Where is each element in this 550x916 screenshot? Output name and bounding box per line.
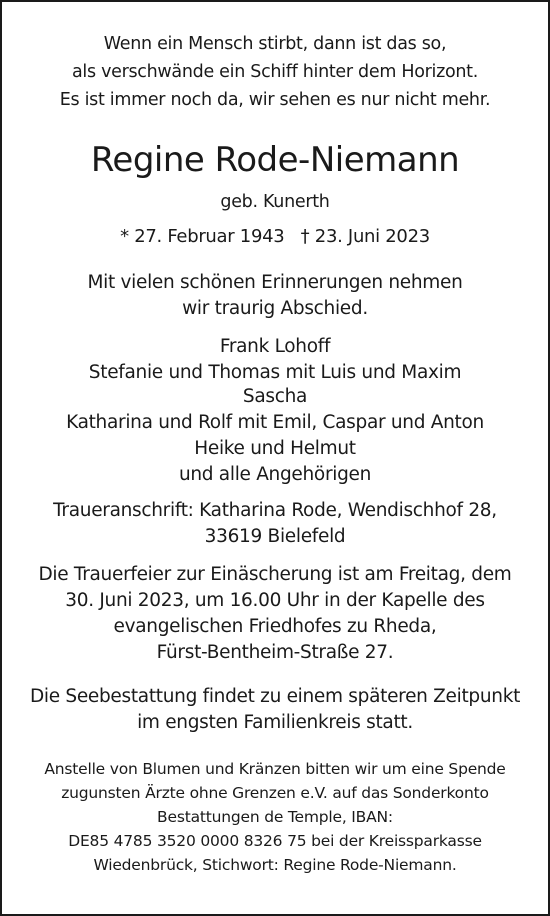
address-line-2: 33619 Bielefeld	[204, 526, 346, 547]
farewell-line-1: Mit vielen schönen Erinnerungen nehmen	[87, 272, 463, 293]
burial-line-1: Die Seebestattung findet zu einem späteren Zeitpunkt	[29, 686, 521, 707]
poem-line-2: als verschwände ein Schiff hinter dem Horizont.	[72, 62, 478, 82]
life-dates: * 27. Februar 1943 † 23. Juni 2023	[120, 226, 430, 247]
donation-line-4: DE85 4785 3520 0000 8326 75 bei der Kreissparkasse	[68, 832, 482, 850]
birth-name: geb. Kunerth	[220, 192, 330, 212]
poem-line-3: Es ist immer noch da, wir sehen es nur nicht mehr.	[59, 90, 491, 110]
mourner-4: Katharina und Rolf mit Emil, Caspar und Anton	[66, 412, 484, 433]
farewell-line-2: wir traurig Abschied.	[182, 298, 368, 319]
deceased-name: Regine Rode-Niemann	[90, 140, 460, 180]
mourner-3: Sascha	[242, 386, 308, 407]
service-line-3: evangelischen Friedhofes zu Rheda,	[113, 616, 437, 637]
burial-line-2: im engsten Familienkreis statt.	[137, 712, 413, 733]
donation-line-5: Wiedenbrück, Stichwort: Regine Rode-Niemann.	[93, 856, 457, 874]
mourner-2: Stefanie und Thomas mit Luis und Maxim	[88, 362, 462, 383]
mourner-6: und alle Angehörigen	[178, 464, 372, 485]
donation-line-3: Bestattungen de Temple, IBAN:	[157, 808, 393, 826]
donation-line-1: Anstelle von Blumen und Kränzen bitten wir um eine Spende	[44, 760, 506, 778]
service-line-1: Die Trauerfeier zur Einäscherung ist am Freitag, dem	[38, 564, 512, 585]
address-line-1: Traueranschrift: Katharina Rode, Wendischhof 28,	[53, 500, 497, 521]
service-line-4: Fürst-Bentheim-Straße 27.	[156, 642, 394, 663]
mourner-5: Heike und Helmut	[194, 438, 356, 459]
poem-line-1: Wenn ein Mensch stirbt, dann ist das so,	[103, 34, 447, 54]
service-line-2: 30. Juni 2023, um 16.00 Uhr in der Kapelle des	[65, 590, 485, 611]
mourner-1: Frank Lohoff	[219, 336, 331, 357]
donation-line-2: zugunsten Ärzte ohne Grenzen e.V. auf das Sonderkonto	[61, 784, 489, 802]
